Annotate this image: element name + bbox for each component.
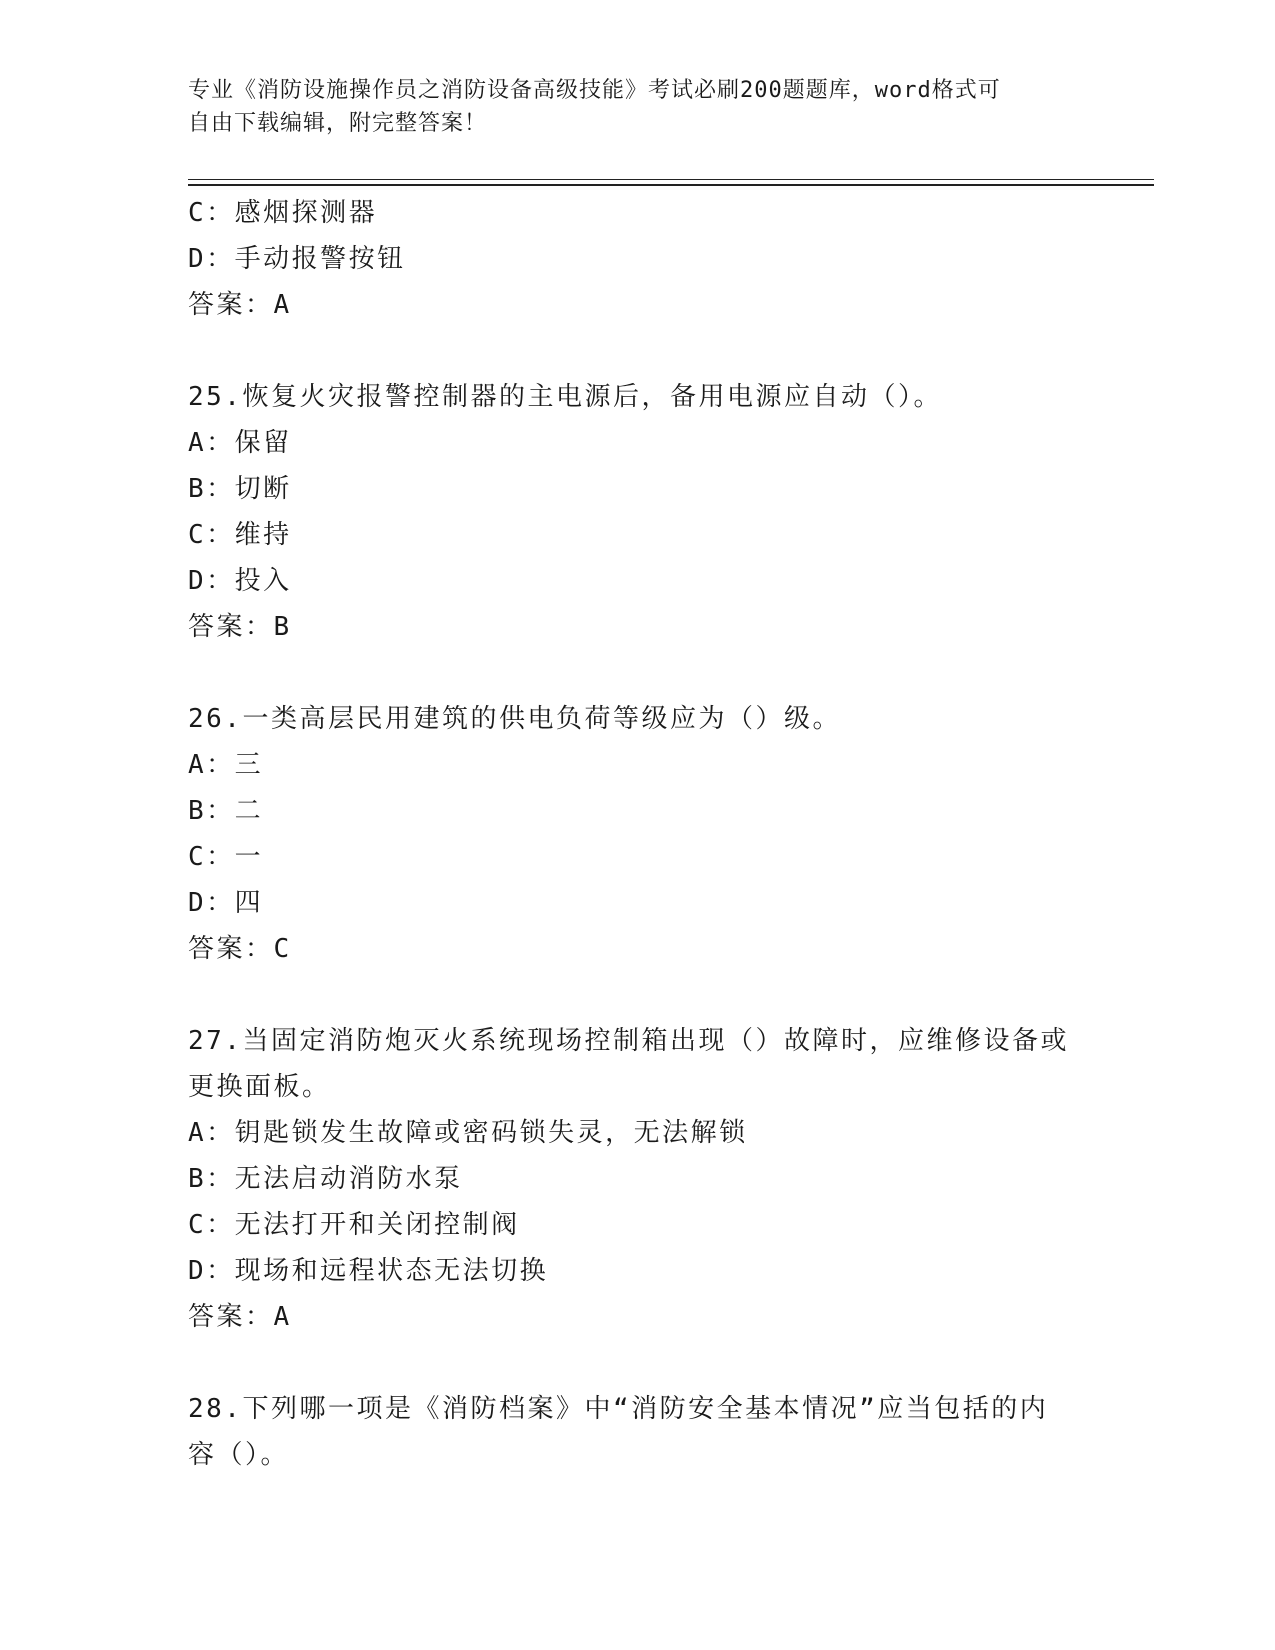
question-stem-line-1: 28.下列哪一项是《消防档案》中“消防安全基本情况”应当包括的内 <box>188 1394 1049 1424</box>
option-b: B：二 <box>188 796 264 826</box>
question-stem-line-1: 27.当固定消防炮灭火系统现场控制箱出现（）故障时，应维修设备或 <box>188 1026 1069 1056</box>
answer: 答案：C <box>188 934 292 964</box>
option-b: B：无法启动消防水泵 <box>188 1164 463 1194</box>
option-c: C：无法打开和关闭控制阀 <box>188 1210 520 1240</box>
option-a: A：保留 <box>188 428 292 458</box>
prev-question <box>188 190 1088 328</box>
question-stem: 25.恢复火灾报警控制器的主电源后，备用电源应自动（）。 <box>188 382 942 412</box>
document-header <box>188 74 1088 140</box>
header-divider-thin <box>188 179 1154 180</box>
option-d: D：手动报警按钮 <box>188 244 406 274</box>
header-line-1: 专业《消防设施操作员之消防设备高级技能》考试必刷200题题库，word格式可 <box>188 78 1001 103</box>
question-stem-line-2: 更换面板。 <box>188 1072 331 1102</box>
answer: 答案：A <box>188 1302 292 1332</box>
question-stem: 26.一类高层民用建筑的供电负荷等级应为（）级。 <box>188 704 841 734</box>
question-25 <box>188 374 1088 650</box>
option-d: D：四 <box>188 888 264 918</box>
option-c: C：维持 <box>188 520 292 550</box>
answer: 答案：B <box>188 612 292 642</box>
question-28 <box>188 1386 1088 1478</box>
answer: 答案：A <box>188 290 292 320</box>
question-list <box>188 190 1088 1478</box>
option-d: D：投入 <box>188 566 292 596</box>
option-a: A：三 <box>188 750 264 780</box>
option-b: B：切断 <box>188 474 292 504</box>
header-divider-thick <box>188 184 1154 186</box>
header-line-2: 自由下载编辑，附完整答案！ <box>188 111 488 136</box>
question-27 <box>188 1018 1088 1340</box>
question-stem-line-2: 容（）。 <box>188 1440 290 1470</box>
question-26 <box>188 696 1088 972</box>
option-c: C：感烟探测器 <box>188 198 378 228</box>
option-a: A：钥匙锁发生故障或密码锁失灵，无法解锁 <box>188 1118 748 1148</box>
option-d: D：现场和远程状态无法切换 <box>188 1256 549 1286</box>
option-c: C：一 <box>188 842 264 872</box>
